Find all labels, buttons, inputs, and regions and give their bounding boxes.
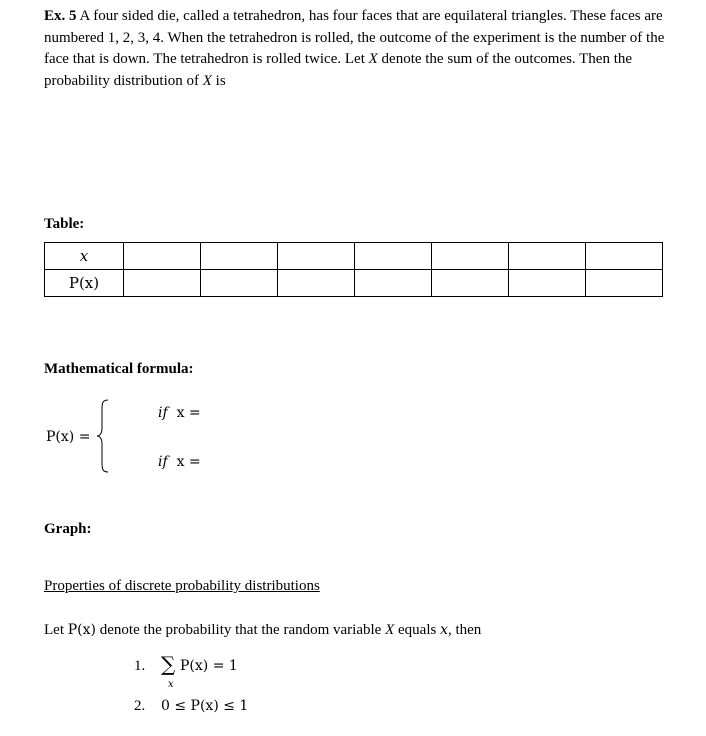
problem-text-3: is [211,72,226,89]
problem-text-2: denote the sum of the outcomes. Then the probability distribution of [44,51,633,89]
property-item-1-expr: P(x) = 1 [180,658,238,674]
case1-condition: x = [176,405,201,421]
graph-heading: Graph: [44,521,92,537]
intro-math-px: P(x) [67,622,96,638]
property-item-1-number: 1. [134,658,146,674]
problem-statement [44,6,674,92]
distribution-table [44,242,663,297]
table-cell[interactable] [432,270,509,297]
property-item-2-expr: 0 ≤ P(x) ≤ 1 [161,698,249,714]
case1-if: if [158,405,168,421]
table-cell[interactable] [432,243,509,270]
intro-text-4: , then [447,622,482,638]
case2-if: if [158,454,168,470]
formula-case-1 [158,405,201,421]
sigma-symbol: ∑ [161,652,176,676]
sigma-subscript: x [168,679,174,690]
table-cell[interactable] [201,270,278,297]
table-row-label-x: x [45,243,124,270]
table-cell[interactable] [278,270,355,297]
problem-var-x-1: X [368,51,378,67]
formula-case-2 [158,454,201,470]
problem-label: Ex. 5 [44,8,77,24]
table-row-px [45,270,663,297]
table-heading: Table: [44,216,85,232]
intro-var-small-x: x [440,622,448,638]
intro-var-x: X [385,622,395,638]
left-brace [96,398,110,474]
table-cell[interactable] [124,243,201,270]
table-cell[interactable] [278,243,355,270]
table-cell[interactable] [355,243,432,270]
formula-lhs: P(x) = [46,429,91,445]
problem-var-x-2: X [202,72,212,89]
formula-heading: Mathematical formula: [44,361,194,377]
table-cell[interactable] [586,270,663,297]
table-row-x [45,243,663,270]
properties-heading: Properties of discrete probability distributions [44,578,320,594]
case2-condition: x = [176,454,201,470]
problem-text-1: A four sided die, called a tetrahedron, has four faces that are equilateral triangles. These faces are numbered 1, 2, 3, 4. When the tetrahedron is rolled, the outcome of the experiment is the number of the face that is down. The tetrahedron is rolled twice. Let [44,8,665,67]
table-cell[interactable] [124,270,201,297]
properties-intro [44,622,481,639]
table-cell[interactable] [201,243,278,270]
intro-text-3: equals [394,622,441,638]
table-cell[interactable] [355,270,432,297]
intro-text-2: denote the probability that the random variable [96,622,386,638]
table-cell[interactable] [509,243,586,270]
table-cell[interactable] [509,270,586,297]
property-item-2-number: 2. [134,698,146,714]
table-cell[interactable] [586,243,663,270]
intro-text-1: Let [44,622,68,638]
table-row-label-px: P(x) [45,270,124,297]
